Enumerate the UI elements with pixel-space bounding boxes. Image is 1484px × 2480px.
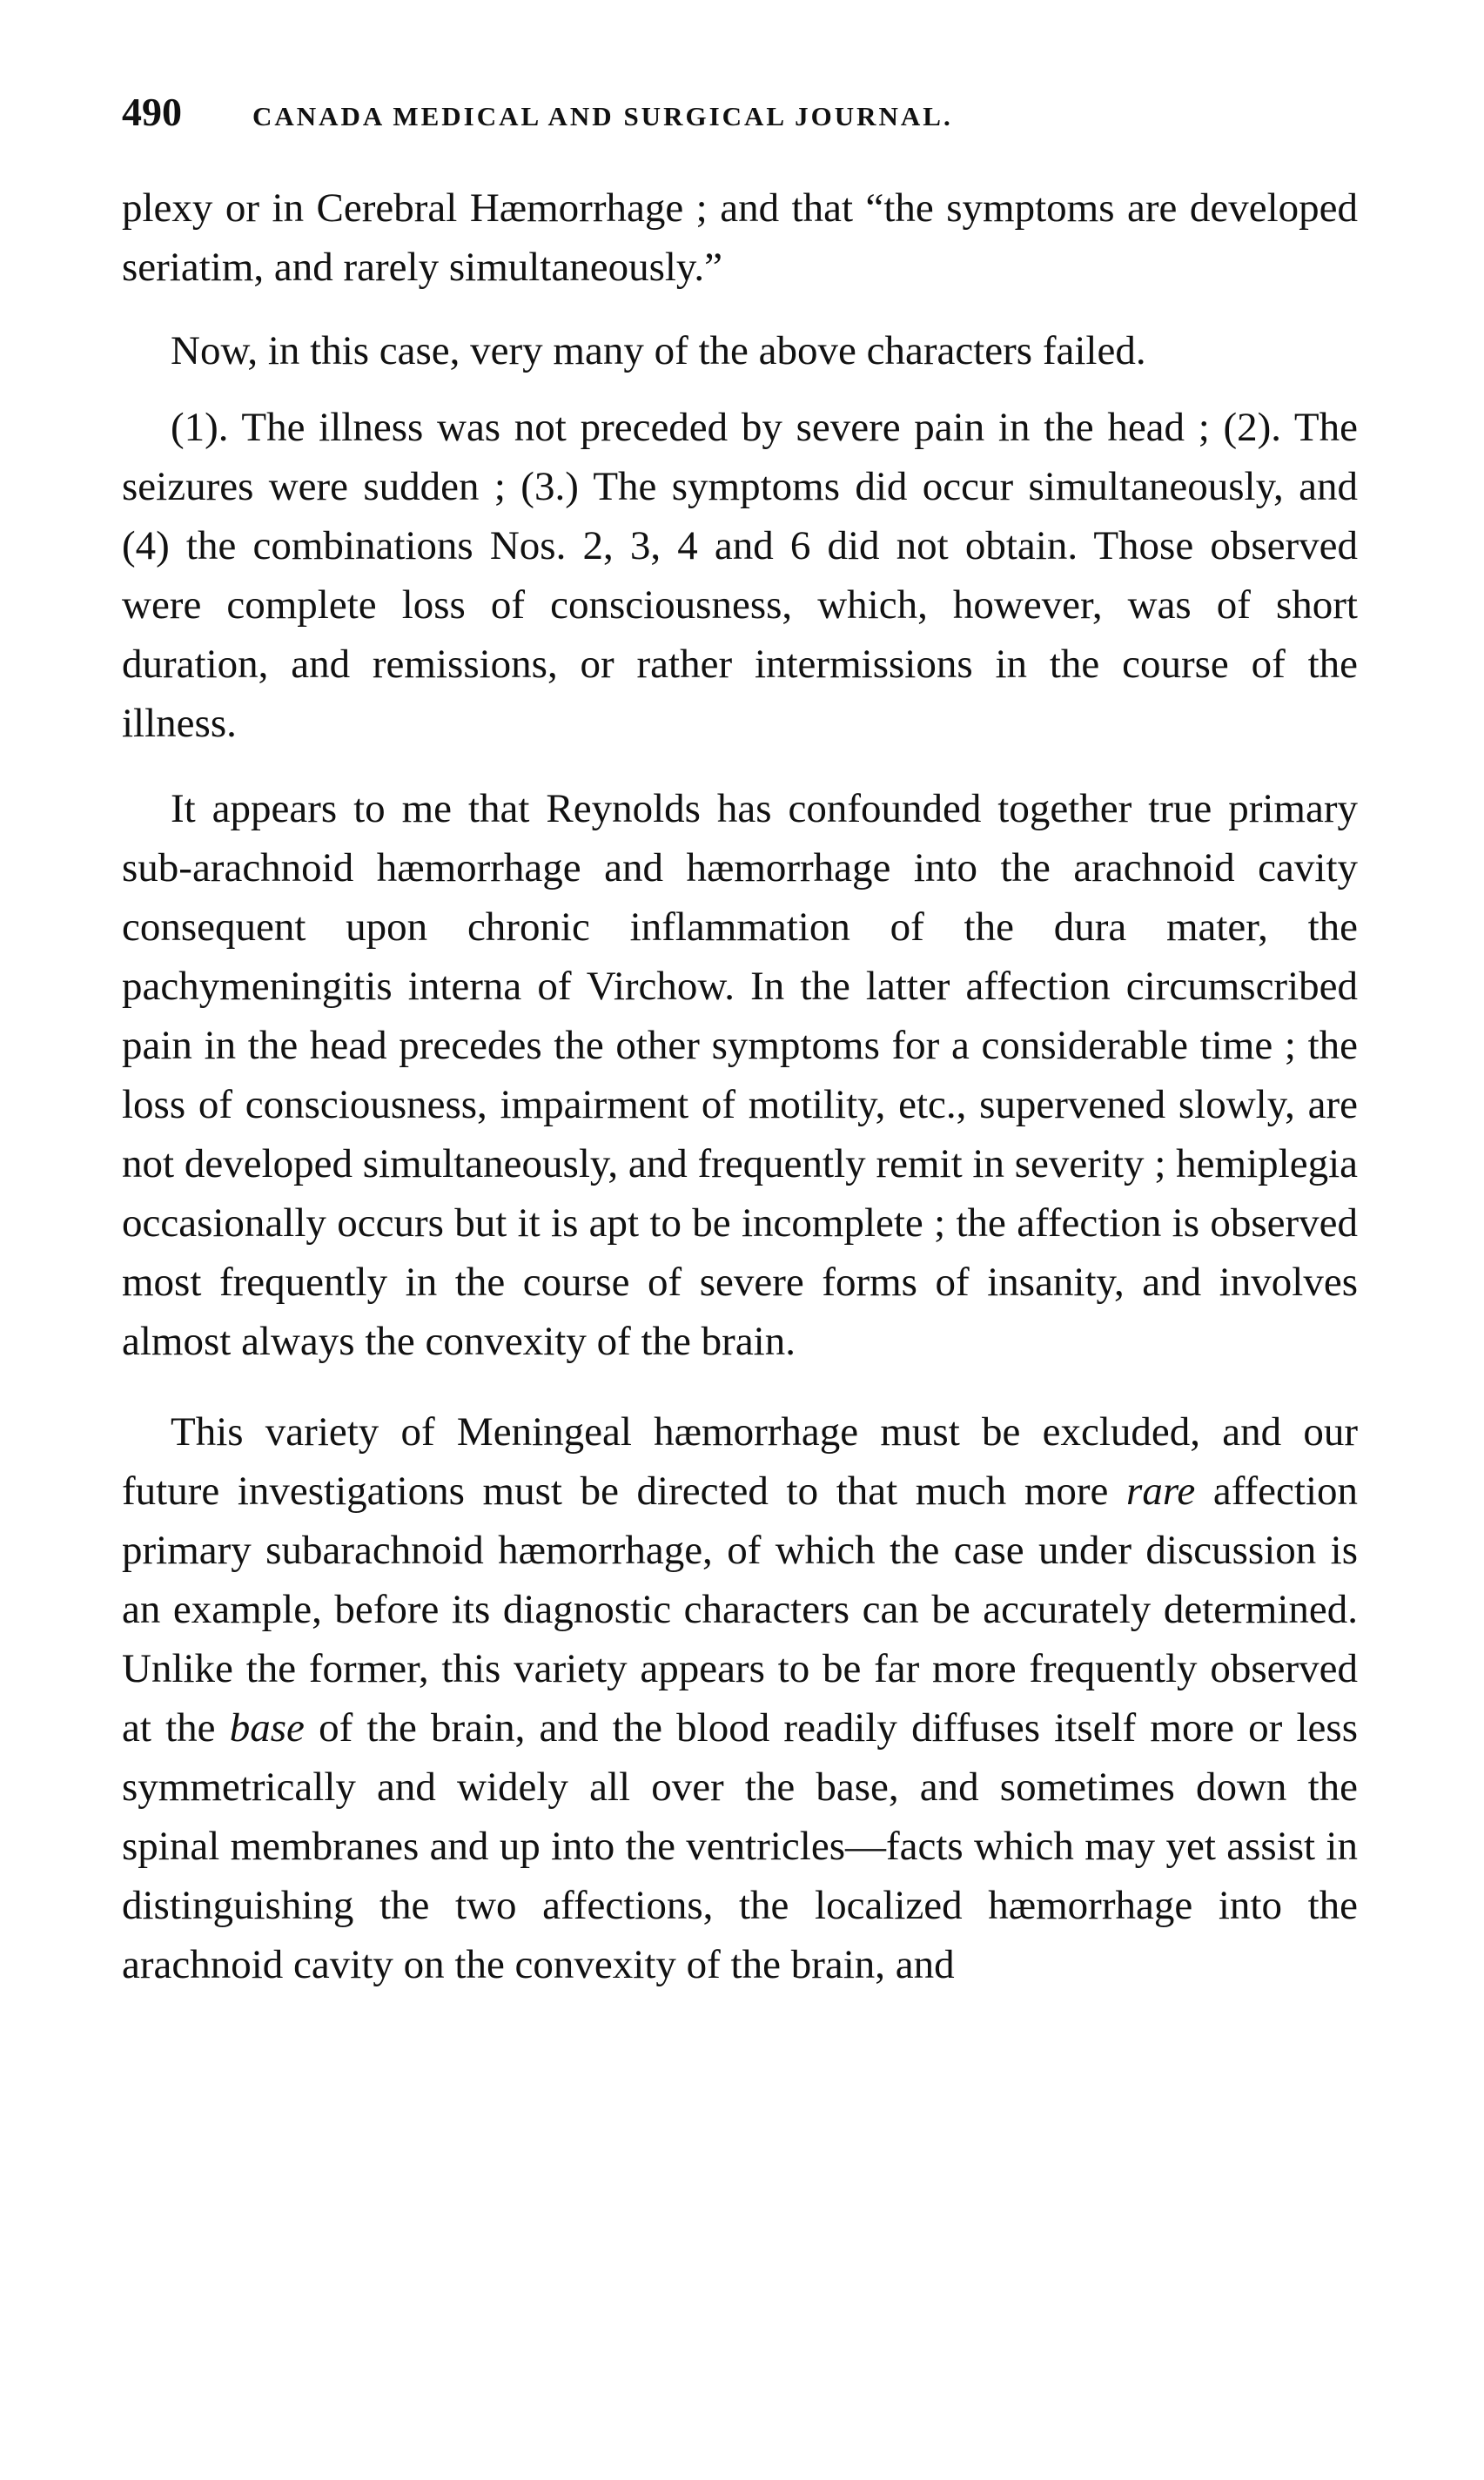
paragraph-reynolds-confounded: It appears to me that Reynolds has confounded together true primary sub-arachnoid hæmorrhage and hæmorrhage into the arachnoid cavity consequent upon chronic inflammation of the dura mater, the pachymeningitis interna of Virchow. In the latter affection circumscribed pain in the head precedes the other symptoms for a considerable time ; the loss of consciousness, impairment of motility, etc., supervened slowly, are not developed simultaneously, and frequently remit in severity ; hemiplegia occasionally occurs but it is apt to be incomplete ; the affection is observed most frequently in the course of severe forms of insanity, and involves almost always the convexity of the brain. <box>122 786 1358 1364</box>
page-number: 490 <box>122 90 182 134</box>
emphasis-rare: rare <box>1126 1469 1196 1514</box>
paragraph-text: affection primary subarachnoid hæmorrhage, of which the case under discussion is an example, before its diagnostic characters can be accurately determined. Unlike the former, this variety appears to be far more frequently observed at the <box>122 1469 1359 1751</box>
running-head <box>122 83 1358 144</box>
book-page <box>122 83 1358 1994</box>
emphasis-base: base <box>229 1705 305 1751</box>
paragraph-continuation: plexy or in Cerebral Hæmorrhage ; and that “the symptoms are developed seriatim, and rarely simultaneously.” <box>122 185 1358 290</box>
paragraph-numbered-observations: (1). The illness was not preceded by severe pain in the head ; (2). The seizures were sudden ; (3.) The symptoms did occur simultaneously, and (4) the combinations Nos. 2, 3, 4 and 6 did not obtain. Those observed were complete loss of consciousness, which, however, was of short duration, and remissions, or rather intermissions in the course of the illness. <box>122 405 1358 746</box>
paragraph-characters-failed: Now, in this case, very many of the above characters failed. <box>171 328 1146 373</box>
journal-title: CANADA MEDICAL AND SURGICAL JOURNAL. <box>252 101 953 131</box>
paragraph-text: of the brain, and the blood readily diffuses itself more or less symmetrically and widely all over the base, and sometimes down the spinal membranes and up into the ventricles—facts which may yet assist in distinguishing the two affections, the localized hæmorrhage into the arachnoid cavity on the convexity of the brain, and <box>122 1705 1358 1987</box>
paragraph-text: This variety of Meningeal hæmorrhage must be excluded, and our future investigations must be directed to that much more <box>122 1409 1358 1514</box>
paragraph-meningeal-variety <box>122 1402 1358 1994</box>
